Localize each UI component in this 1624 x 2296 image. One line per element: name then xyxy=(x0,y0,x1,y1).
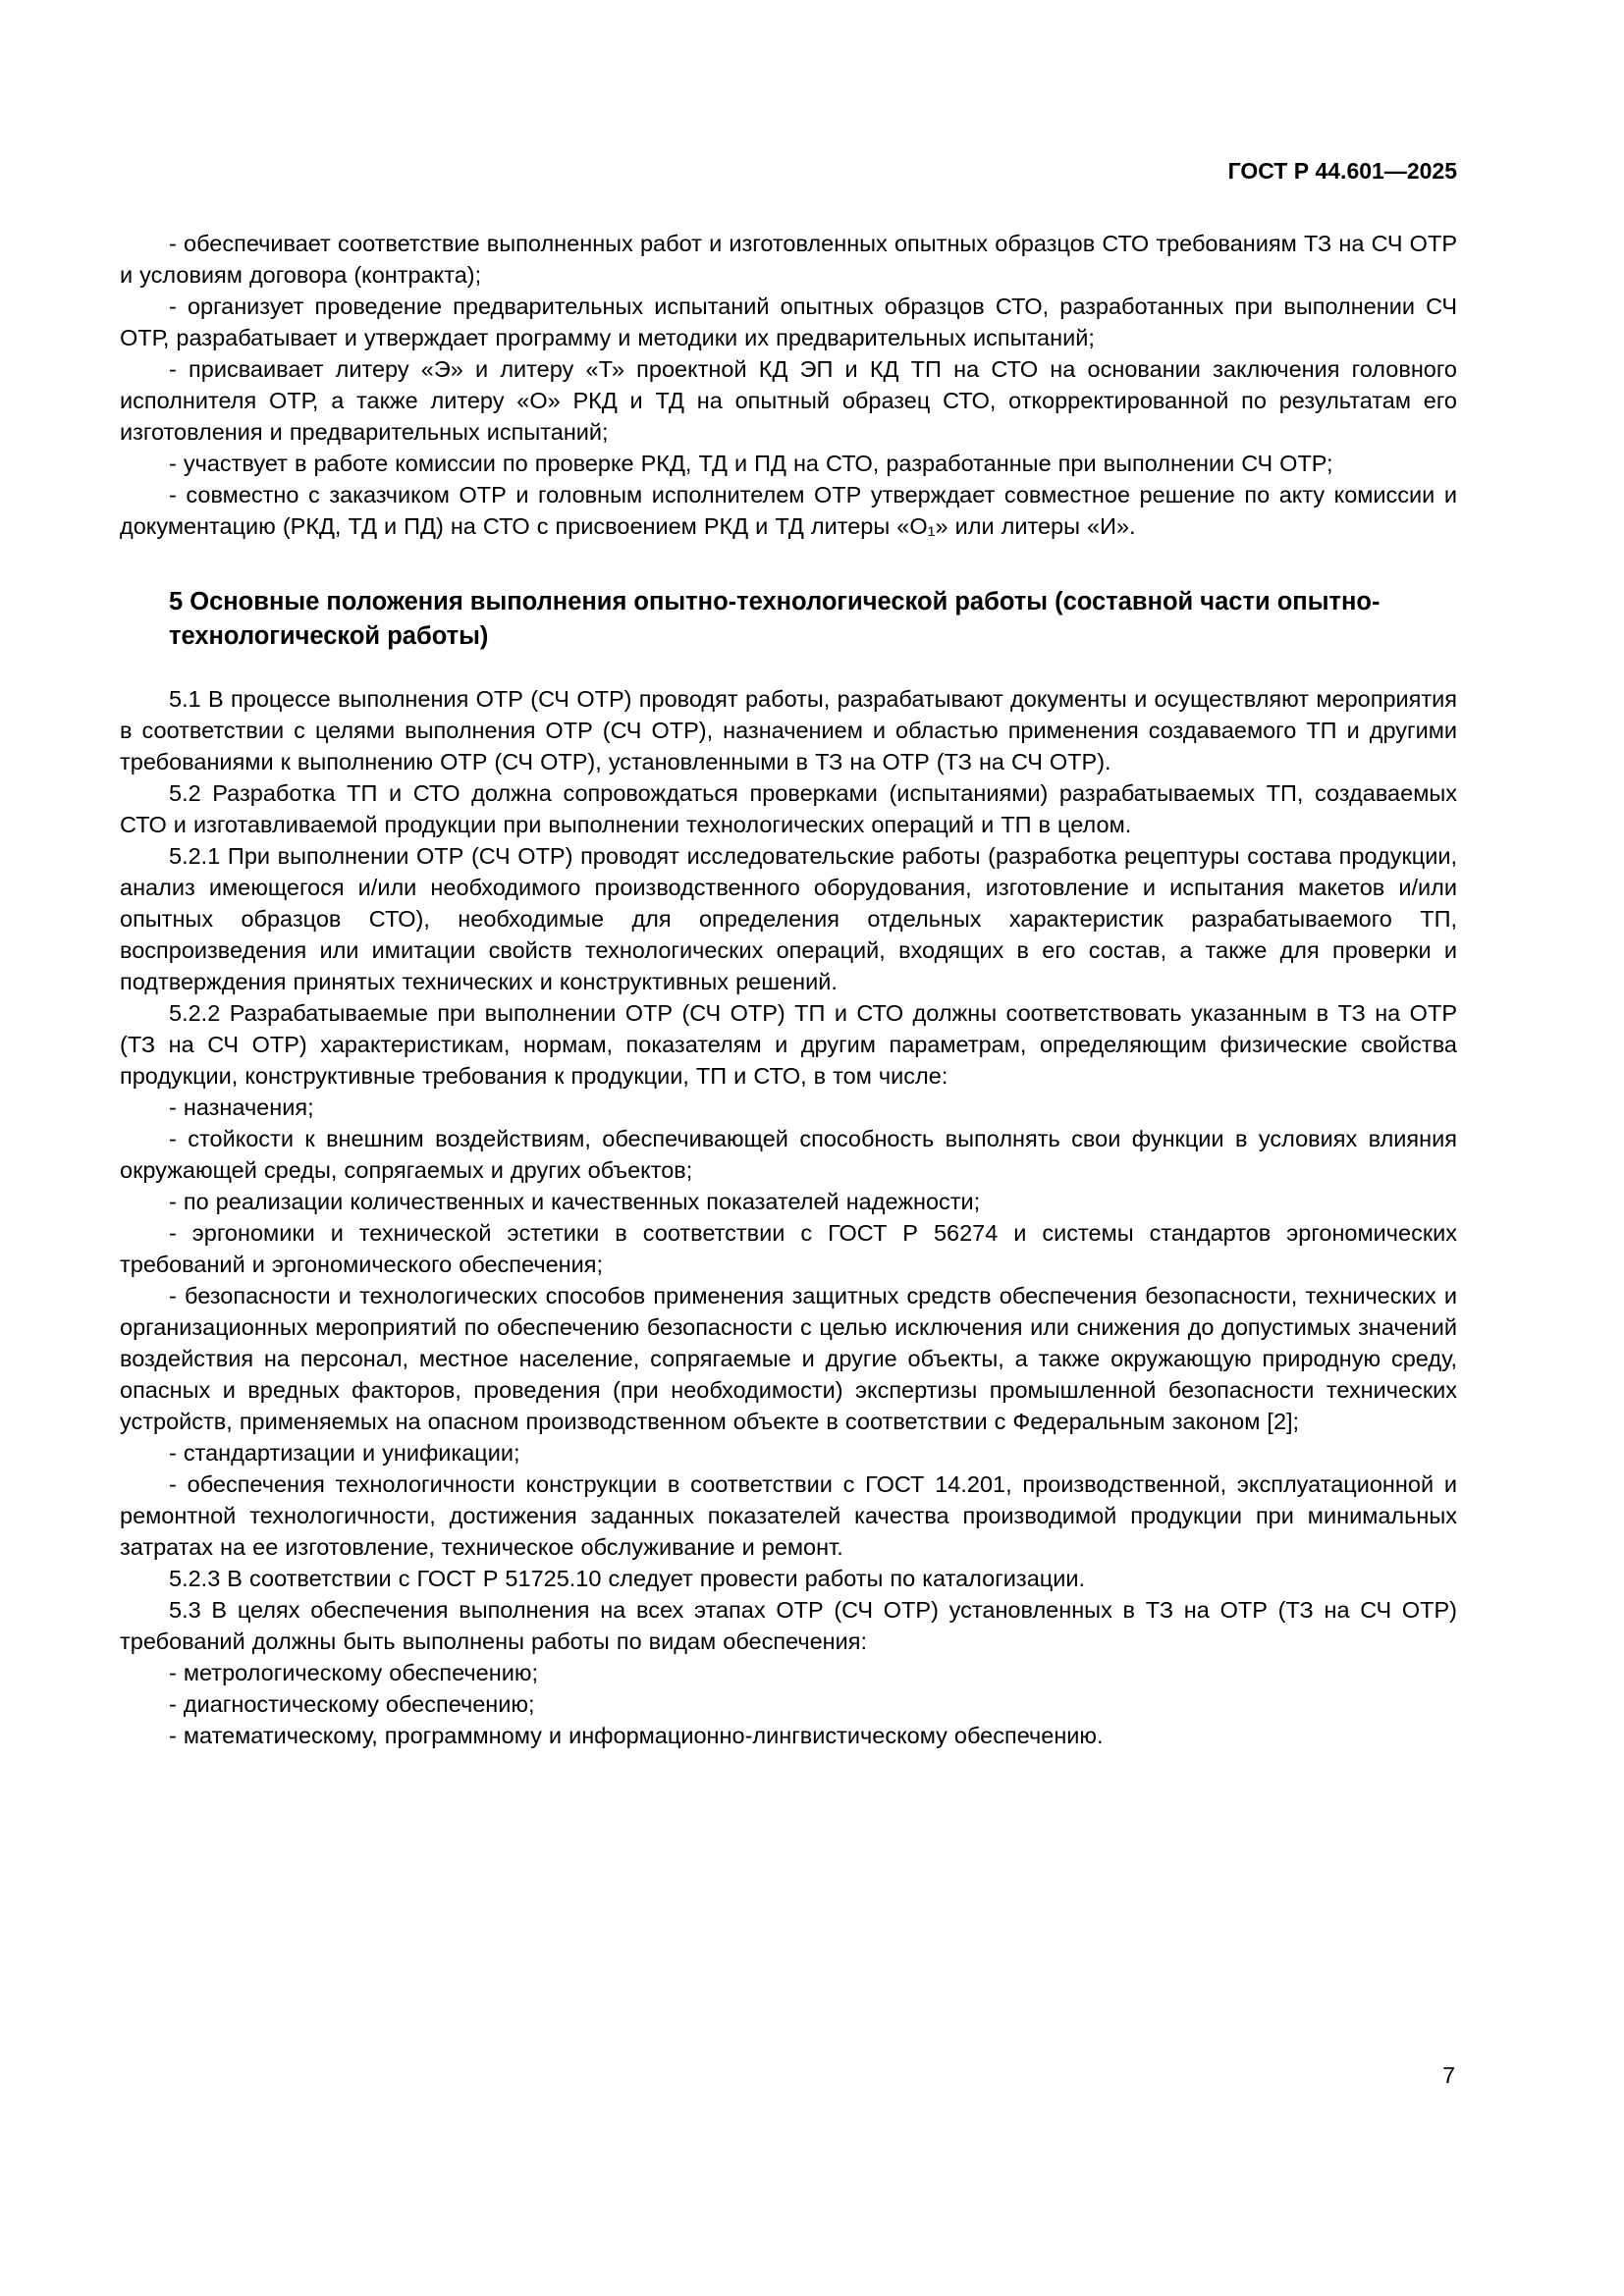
paragraph: 5.2 Разработка ТП и СТО должна сопровождаться проверками (испытаниями) разрабатываемых ТП, создаваемых СТО и изготавливаемой продукции при выполнении технологических операций и ТП в целом. xyxy=(120,780,1457,837)
doc-code: ГОСТ Р 44.601—2025 xyxy=(1227,158,1457,184)
dash-list-item: - метрологическому обеспечению; xyxy=(169,1660,538,1685)
dash-list-item: - обеспечения технологичности конструкции в соответствии с ГОСТ 14.201, производственной, эксплуатационной и ремонтной технологичности, достижения заданных показателей качества производимой продукции при минимальных затратах на ее изготовление, техническое обслуживание и ремонт. xyxy=(120,1471,1457,1560)
paragraph: 5.2.1 При выполнении ОТР (СЧ ОТР) проводят исследовательские работы (разработка рецептуры состава продукции, анализ имеющегося и/или необходимого производственного оборудования, изготовление и испытания макетов и/или опытных образцов СТО), необходимые для определения отдельных характеристик разрабатываемого ТП, воспроизведения или имитации свойств технологических операций, входящих в его состав, а также для проверки и подтверждения принятых технических и конструктивных решений. xyxy=(120,843,1457,994)
dash-list-item: - совместно с заказчиком ОТР и головным исполнителем ОТР утверждает совместное решение по акту комиссии и документацию (РКД, ТД и ПД) на СТО с присвоением РКД и ТД литеры «О₁» или литеры «И». xyxy=(120,482,1457,539)
dash-list-item: - организует проведение предварительных испытаний опытных образцов СТО, разработанных при выполнении СЧ ОТР, разрабатывает и утверждает программу и методики их предварительных испытаний; xyxy=(120,294,1457,350)
dash-list-item: - эргономики и технической эстетики в соответствии с ГОСТ Р 56274 и системы стандартов эргономических требований и эргономического обеспечения; xyxy=(120,1220,1457,1277)
dash-list-item: - по реализации количественных и качественных показателей надежности; xyxy=(169,1189,981,1214)
paragraph: 5.1 В процессе выполнения ОТР (СЧ ОТР) проводят работы, разрабатывают документы и осуществляют мероприятия в соответствии с целями выполнения ОТР (СЧ ОТР), назначением и областью применения создаваемого ТП и другими требованиями к выполнению ОТР (СЧ ОТР), установленными в ТЗ на ОТР (ТЗ на СЧ ОТР). xyxy=(120,686,1457,774)
dash-list-item: - обеспечивает соответствие выполненных работ и изготовленных опытных образцов СТО требованиям ТЗ на СЧ ОТР и условиям договора (контракта); xyxy=(120,231,1457,288)
section-5-heading: 5 Основные положения выполнения опытно-технологической работы (составной части опытно-технологической работы) xyxy=(169,588,1380,650)
paragraph: 5.2.2 Разрабатываемые при выполнении ОТР (СЧ ОТР) ТП и СТО должны соответствовать указанным в ТЗ на ОТР (ТЗ на СЧ ОТР) характеристикам, нормам, показателям и другим параметрам, определяющим физические свойства продукции, конструктивные требования к продукции, ТП и СТО, в том числе: xyxy=(120,1000,1457,1089)
paragraph: 5.2.3 В соответствии с ГОСТ Р 51725.10 следует провести работы по каталогизации. xyxy=(169,1566,1086,1591)
dash-list-item: - участвует в работе комиссии по проверке РКД, ТД и ПД на СТО, разработанные при выполнении СЧ ОТР; xyxy=(169,451,1333,476)
dash-list-item: - присваивает литеру «Э» и литеру «Т» проектной КД ЭП и КД ТП на СТО на основании заключения головного исполнителя ОТР, а также литеру «О» РКД и ТД на опытный образец СТО, откорректированной по результатам его изготовления и предварительных испытаний; xyxy=(120,356,1457,445)
paragraph: 5.3 В целях обеспечения выполнения на всех этапах ОТР (СЧ ОТР) установленных в ТЗ на ОТР (ТЗ на СЧ ОТР) требований должны быть выполнены работы по видам обеспечения: xyxy=(120,1597,1457,1654)
dash-list-item: - стандартизации и унификации; xyxy=(169,1440,520,1466)
document-content xyxy=(120,228,1457,1751)
dash-list-item: - назначения; xyxy=(169,1095,314,1120)
page-header xyxy=(120,157,1457,185)
dash-list-item: - математическому, программному и информационно-лингвистическому обеспечению. xyxy=(169,1723,1104,1748)
page-number: 7 xyxy=(1442,2062,1455,2088)
dash-list-item: - стойкости к внешним воздействиям, обеспечивающей способность выполнять свои функции в условиях влияния окружающей среды, сопрягаемых и других объектов; xyxy=(120,1126,1457,1183)
dash-list-item: - диагностическому обеспечению; xyxy=(169,1691,535,1717)
dash-list-item: - безопасности и технологических способов применения защитных средств обеспечения безопасности, технических и организационных мероприятий по обеспечению безопасности с целью исключения или снижения до допустимых значений воздействия на персонал, местное население, сопрягаемые и другие объекты, а также окружающую природную среду, опасных и вредных факторов, проведения (при необходимости) экспертизы промышленной безопасности технических устройств, применяемых на опасном производственном объекте в соответствии с Федеральным законом [2]; xyxy=(120,1283,1457,1434)
